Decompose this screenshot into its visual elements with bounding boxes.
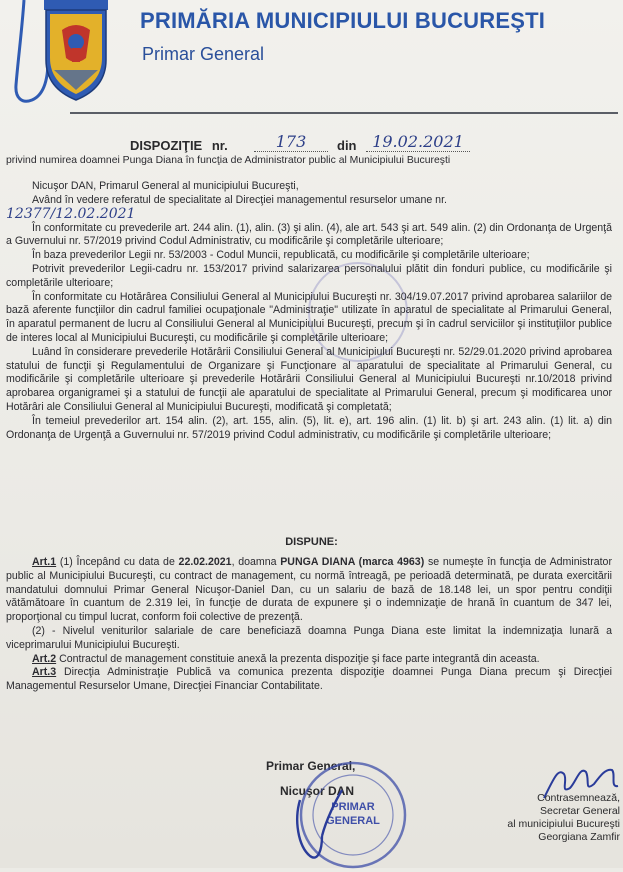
article-1-text-a: (1) Începând cu data de	[59, 556, 179, 568]
decision-subject: privind numirea doamnei Punga Diana în funcţia de Administrator public al Municipiului Bucureşti	[6, 155, 451, 166]
secretary-name: Georgiana Zamfir	[538, 831, 620, 843]
secretary-title: Secretar General	[540, 805, 620, 817]
article-2-text: Contractul de management constituie anexă la prezenta dispoziţie şi face parte integrantă din aceasta.	[56, 652, 540, 665]
paragraph-referat: Având în vedere referatul de specialitate al Direcţiei managementul resurselor umane nr.	[32, 193, 447, 206]
stamp-text-line-2: GENERAL	[326, 815, 380, 827]
paragraph-hcgmb-304: În conformitate cu Hotărârea Consiliului General al Municipiului Bucureşti nr. 304/19.07.2017 privind aprobarea salariilor de bază aferente funcţiilor din cadrul familiei ocupaţionale "Administraţie" utilizate în aparatul de specialitate al Primarului General, în aparatul permanent de lucru al Consiliului General al Municipiului Bucureşti, precum şi în cadrul serviciilor şi instituţiilor publice de interes local al Municipiului Bucureşti, cu modificările şi completările ulterioare;	[6, 290, 612, 344]
paragraph-temei: În temeiul prevederilor art. 154 alin. (2), art. 155, alin. (5), lit. e), art. 196 alin. (1) lit. b) şi art. 243 alin. (1) lit. a) din Ordonanţa de Urgenţă a Guvernului nr. 57/2019 privind Codul administrativ, cu modificările şi completările ulterioare;	[6, 414, 612, 441]
countersign-label: Contrasemnează,	[537, 792, 620, 804]
paragraph-codul-muncii: În baza prevederilor Legii nr. 53/2003 - Codul Muncii, republicată, cu modificările şi completările ulterioare;	[32, 249, 530, 262]
article-3-label: Art.3	[32, 666, 57, 679]
article-1-paragraph-2: (2) - Nivelul veniturilor salariale de care beneficiază doamna Punga Diana este limitat la indemnizaţia lunară a viceprimarului Municipiului Bucureşti.	[6, 624, 612, 651]
decision-heading	[130, 138, 228, 153]
article-2-label: Art.2	[32, 652, 57, 665]
decision-number: 173	[254, 132, 328, 152]
secretary-institution: al municipiului Bucureşti	[507, 818, 620, 830]
paragraph-oug: În conformitate cu prevederile art. 244 alin. (1), alin. (3) şi alin. (4), ale art. 543 şi art. 549 alin. (2) din Ordonanţa de Urgenţă a Guvernului nr. 57/2019 privind Codul Administrativ, cu modificările şi completările ulterioare;	[6, 221, 612, 248]
paragraph-issuer: Nicuşor DAN, Primarul General al municipiului Bucureşti,	[32, 180, 299, 192]
mayor-name: Nicuşor DAN	[280, 784, 355, 798]
paragraph-hcgmb-52: Luând în considerare prevederile Hotărârii Consiliului General al Municipiului Bucureşti nr. 52/29.01.2020 privind aprobarea statului de funcţii şi Regulamentului de Organizare şi Funcţionare al aparatului de specialitate al Primarului General, cu modificările şi completările ulterioare şi prevederile Hotărârii Consiliului General al Municipiului Bucureşti nr.10/2018 privind aprobarea organigramei şi a statului de funcţii ale aparatului de specialitate al Primarului General, precum şi modificarea unor Hotărâri ale Consiliului General al Municipiului Bucureşti, modificată şi completată;	[6, 345, 612, 413]
decision-date-label: din	[337, 138, 357, 153]
institution-title: PRIMĂRIA MUNICIPIULUI BUCUREŞTI	[140, 8, 546, 33]
countersignature-block	[470, 792, 620, 844]
referat-number: 12377/12.02.2021	[6, 205, 136, 222]
decision-nr-label: nr.	[211, 138, 228, 153]
stamp-text-line-1: PRIMAR	[331, 801, 375, 813]
article-1-text-b: , doamna	[231, 556, 281, 568]
mayor-title: Primar General,	[266, 759, 356, 773]
decision-label: DISPOZIŢIE	[130, 138, 203, 153]
dispune-heading: DISPUNE:	[285, 536, 338, 548]
article-1-name: PUNGA DIANA (marca 4963)	[280, 556, 425, 568]
paragraph-lege-cadru: Potrivit prevederilor Legii-cadru nr. 153/2017 privind salarizarea personalului plătit din fonduri publice, cu modificările şi completările ulterioare;	[6, 262, 612, 289]
article-3-text: Direcţia Administraţie Publică va comunica prezenta dispoziţie doamnei Punga Diana precum şi Direcţiei Managementul Resurselor Umane, Direcţiei Financiar Contabilitate.	[6, 666, 612, 693]
article-1	[6, 556, 612, 625]
article-1-text-c: se numeşte în funcţia de Administrator public al Municipiului Bucureşti, cu contract de management, cu normă întreagă, pe perioadă determinată, pe durata exercitării mandatului domnului Primar General Nicuşor-Daniel Dan, cu un salariu de bază de 18.148 lei, un spor pentru condiţii vătămătoare în cuantum de 2.319 lei, în funcţie de durata de expunere şi o indemnizaţie de hrană în cuantum de 347 lei, proporţional cu timpul lucrat, conform foii colective de prezenţă.	[6, 556, 612, 624]
decision-date: 19.02.2021	[366, 132, 470, 152]
article-1-label: Art.1	[32, 556, 57, 568]
bucharest-coat-of-arms-icon	[36, 0, 116, 102]
mayor-signature	[292, 780, 352, 864]
header-divider	[70, 112, 618, 114]
article-1-date: 22.02.2021	[178, 556, 232, 568]
institution-subtitle: Primar General	[142, 44, 265, 64]
article-3	[6, 666, 612, 694]
article-2	[6, 653, 612, 667]
